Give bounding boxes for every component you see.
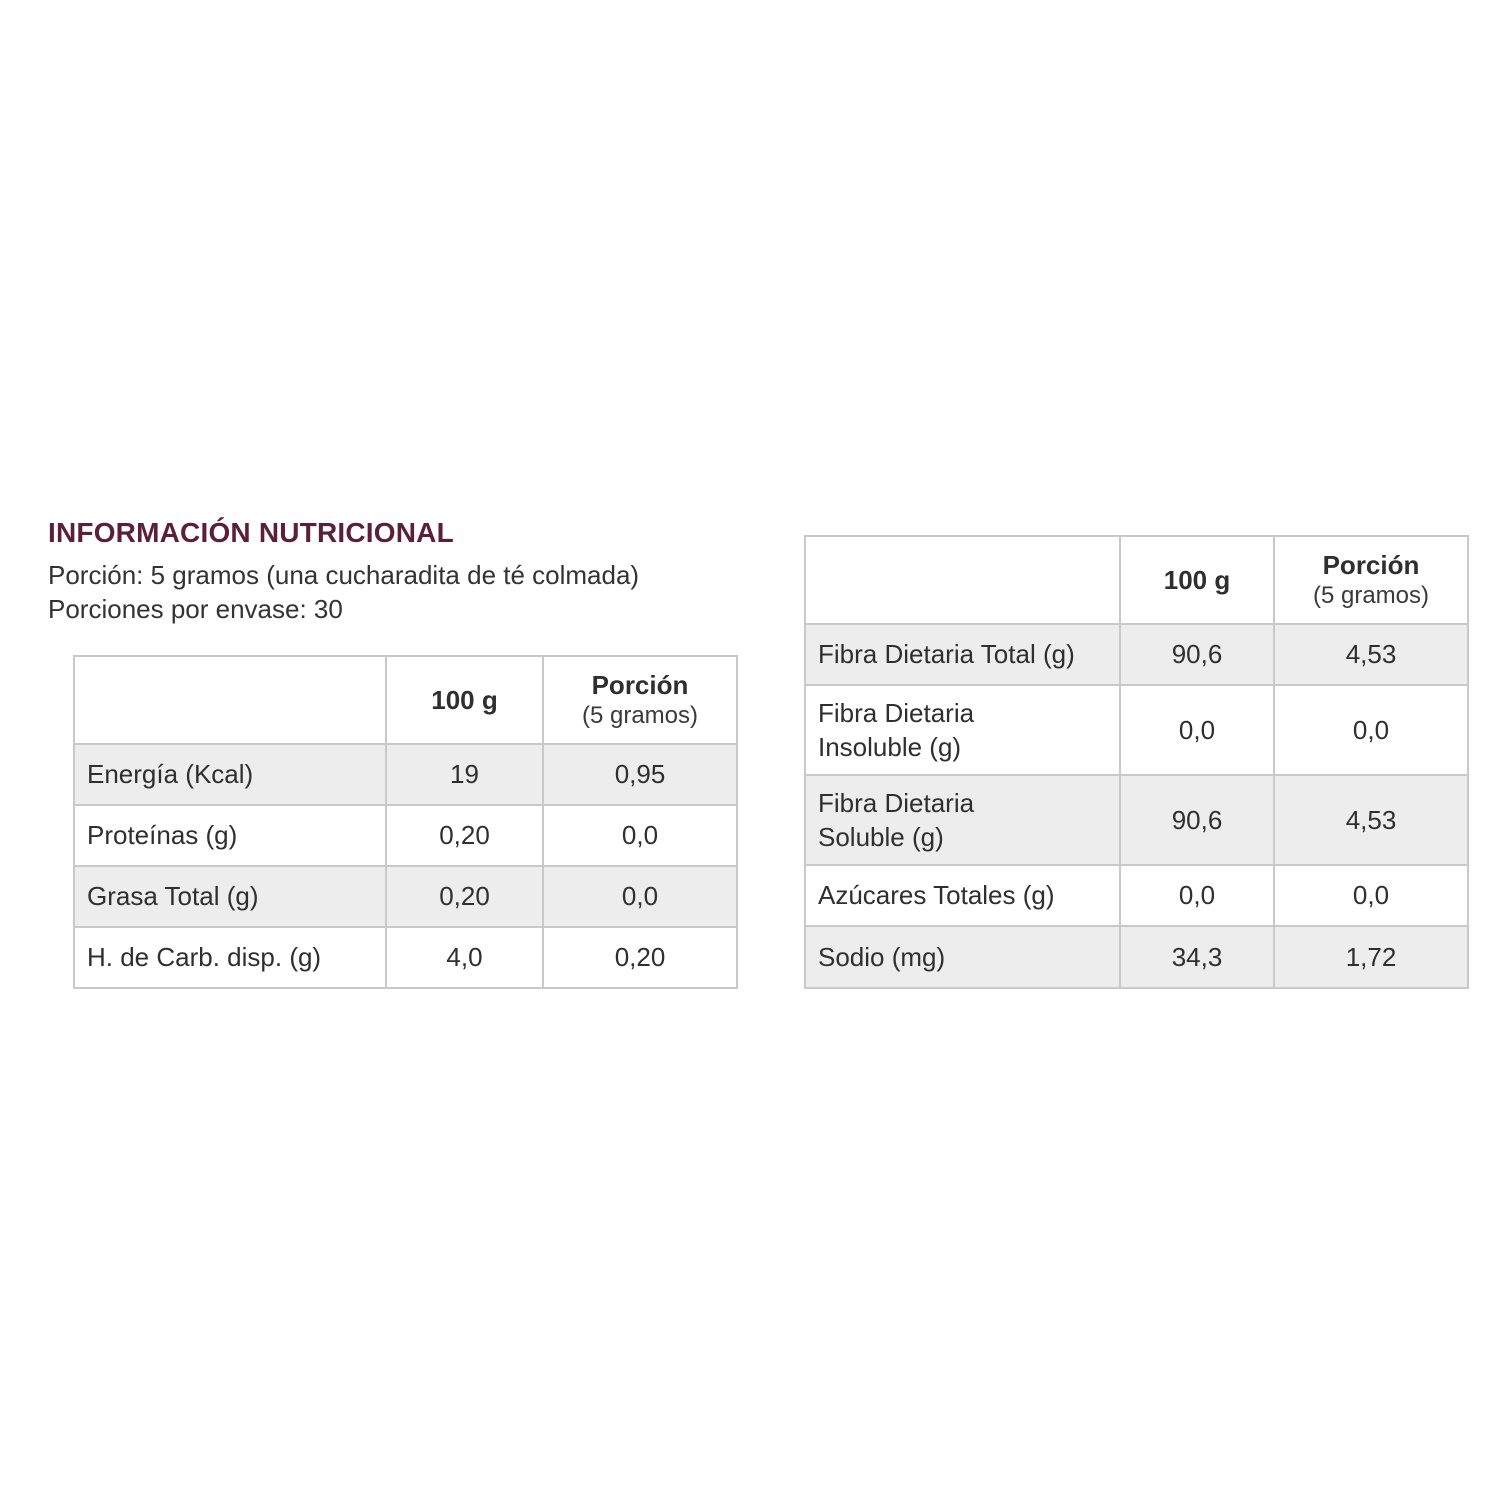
row-per100-value: 34,3 — [1120, 926, 1274, 988]
row-label: Azúcares Totales (g) — [805, 865, 1120, 926]
row-label-line2: Insoluble (g) — [818, 732, 962, 762]
table-row — [805, 865, 1468, 926]
row-label: H. de Carb. disp. (g) — [74, 927, 386, 988]
row-per100-value: 19 — [386, 744, 543, 805]
row-label: Grasa Total (g) — [74, 866, 386, 927]
row-portion-value: 0,0 — [1274, 685, 1468, 775]
nutrition-header — [48, 514, 768, 626]
nutrition-table-left — [73, 655, 738, 989]
table-row — [74, 927, 737, 988]
row-label — [805, 775, 1120, 865]
table-row — [805, 775, 1468, 865]
row-portion-value: 0,0 — [543, 805, 737, 866]
row-label: Sodio (mg) — [805, 926, 1120, 988]
table-row — [74, 805, 737, 866]
row-label: Proteínas (g) — [74, 805, 386, 866]
row-per100-value: 0,0 — [1120, 685, 1274, 775]
row-portion-value: 0,95 — [543, 744, 737, 805]
table-row — [74, 866, 737, 927]
header-portion: Porción (5 gramos) — [1274, 536, 1468, 624]
row-portion-value: 1,72 — [1274, 926, 1468, 988]
servings-per-container-text: Porciones por envase: 30 — [48, 594, 343, 624]
row-portion-value: 4,53 — [1274, 775, 1468, 865]
row-label — [805, 685, 1120, 775]
page-title: INFORMACIÓN NUTRICIONAL — [48, 517, 454, 548]
table-row — [805, 926, 1468, 988]
row-portion-value: 4,53 — [1274, 624, 1468, 685]
row-per100-value: 0,0 — [1120, 865, 1274, 926]
table-header-row — [74, 656, 737, 744]
header-empty-cell — [805, 536, 1120, 624]
row-portion-value: 0,0 — [543, 866, 737, 927]
row-label-line1: Fibra Dietaria — [818, 698, 975, 728]
header-empty-cell — [74, 656, 386, 744]
row-label-line2: Soluble (g) — [818, 822, 944, 852]
table-row — [805, 685, 1468, 775]
row-per100-value: 90,6 — [1120, 775, 1274, 865]
header-portion: Porción (5 gramos) — [543, 656, 737, 744]
table-row — [805, 624, 1468, 685]
row-label-line1: Fibra Dietaria — [818, 788, 975, 818]
nutrition-table-right — [804, 535, 1469, 989]
row-per100-value: 0,20 — [386, 866, 543, 927]
table-header-row — [805, 536, 1468, 624]
row-portion-value: 0,0 — [1274, 865, 1468, 926]
row-label: Fibra Dietaria Total (g) — [805, 624, 1120, 685]
row-portion-value: 0,20 — [543, 927, 737, 988]
table-row — [74, 744, 737, 805]
row-per100-value: 0,20 — [386, 805, 543, 866]
header-per100: 100 g — [386, 656, 543, 744]
row-per100-value: 90,6 — [1120, 624, 1274, 685]
row-per100-value: 4,0 — [386, 927, 543, 988]
header-per100: 100 g — [1120, 536, 1274, 624]
row-label: Energía (Kcal) — [74, 744, 386, 805]
portion-size-text: Porción: 5 gramos (una cucharadita de té colmada) — [48, 560, 640, 590]
